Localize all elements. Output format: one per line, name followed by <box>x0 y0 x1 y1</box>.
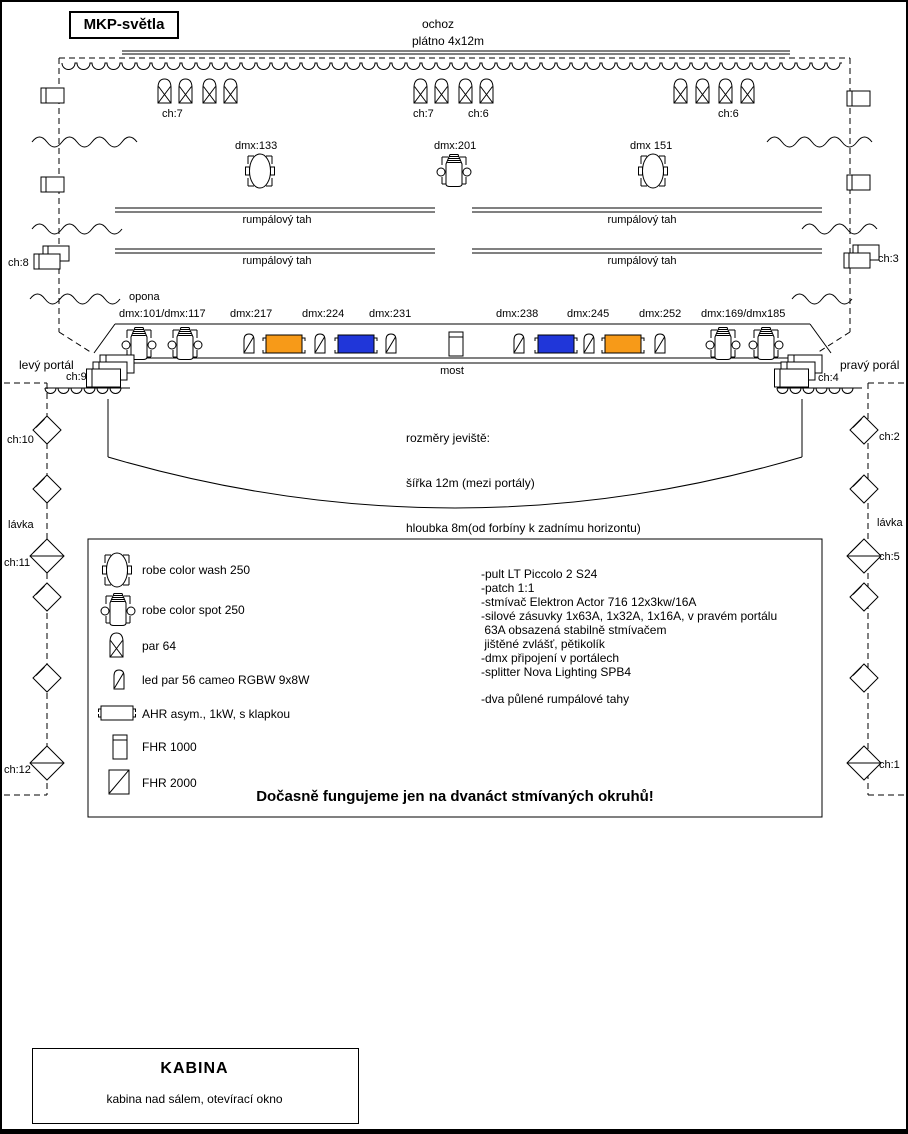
ahr-side-icon <box>41 88 64 103</box>
dmx-label-169-185: dmx:169/dmx185 <box>701 308 786 320</box>
ledpar-icon <box>514 334 524 353</box>
legend-item-fhr2000: FHR 2000 <box>142 776 197 790</box>
warning-text: Dočasně fungujeme jen na dvanáct stmívaných okruhů! <box>256 788 654 805</box>
leg-curtain-wave <box>32 224 122 234</box>
channel-label-ch11: ch:11 <box>4 557 31 569</box>
right-portal-label: pravý porál <box>840 358 900 372</box>
dmx-label-217: dmx:217 <box>230 308 273 320</box>
dims-line-3: hloubka 8m(od forbíny k zadnímu horizontu) <box>406 521 641 535</box>
legend-item-ledpar: led par 56 cameo RGBW 9x8W <box>142 673 310 687</box>
ahr-orange-icon <box>602 335 644 353</box>
par64-group-ch6-right <box>674 79 754 103</box>
ledpar-icon <box>655 334 665 353</box>
legend-item-wash: robe color wash 250 <box>142 563 251 577</box>
robe-spot-icon-dmx169 <box>706 328 740 360</box>
legend-ahr-icon <box>99 706 136 720</box>
robe-wash-icon-dmx151 <box>639 154 668 188</box>
ahr-orange-icon <box>263 335 305 353</box>
channel-label-ch2: ch:2 <box>879 431 900 443</box>
kabina-subtitle: kabina nad sálem, otevírací okno <box>106 1092 283 1106</box>
robe-wash-icon-dmx133 <box>246 154 275 188</box>
rumpal-label: rumpálový tah <box>242 214 312 226</box>
stage-dimensions-note <box>406 401 641 551</box>
channel-label-ch7: ch:7 <box>162 108 183 120</box>
channel-label-ch8: ch:8 <box>8 257 29 269</box>
lavka-label-left: lávka <box>8 519 34 531</box>
legend-item-fhr1000: FHR 1000 <box>142 740 197 754</box>
stage-plan-drawing <box>2 2 908 1134</box>
par64-group-center <box>414 79 493 103</box>
rumpal-label: rumpálový tah <box>607 255 677 267</box>
dims-line-1: rozměry jeviště: <box>406 431 491 445</box>
note-line: jištěné zvlášť, pětikolík <box>481 637 605 651</box>
right-portal-festoon <box>777 388 855 394</box>
note-line: -pult LT Piccolo 2 S24 <box>481 567 598 581</box>
note-line: -silové zásuvky 1x63A, 1x32A, 1x16A, v pravém portálu <box>481 609 778 623</box>
channel-label-ch3: ch:3 <box>878 253 899 265</box>
legend-fhr1000-icon <box>113 735 127 759</box>
ahr-stack-icon-ch3 <box>844 245 879 268</box>
dims-line-2: šířka 12m (mezi portály) <box>406 476 535 490</box>
ledpar-icon <box>584 334 594 353</box>
page-title: MKP-světla <box>69 11 179 39</box>
note-line: -patch 1:1 <box>481 581 535 595</box>
screen-line <box>122 51 790 54</box>
leg-curtain-wave <box>802 224 877 234</box>
legend-item-ahr: AHR asym., 1kW, s klapkou <box>142 707 291 721</box>
note-line: -splitter Nova Lighting SPB4 <box>481 665 632 679</box>
note-line: -dmx připojení v portálech <box>481 651 620 665</box>
right-gallery-fixtures <box>847 416 881 780</box>
legend-spot-icon <box>101 594 135 626</box>
leg-curtain-wave <box>32 137 137 147</box>
dmx-label-245: dmx:245 <box>567 308 610 320</box>
robe-spot-icon-dmx185 <box>749 328 783 360</box>
dmx-label-252: dmx:252 <box>639 308 682 320</box>
ahr-side-icon <box>41 177 64 192</box>
channel-label-ch1: ch:1 <box>879 759 900 771</box>
opona-wave <box>792 294 852 304</box>
ahr-blue-icon <box>535 335 577 353</box>
ahr-stack-icon-ch9 <box>87 355 135 387</box>
channel-label-ch9: ch:9 <box>66 371 87 383</box>
legend-item-spot: robe color spot 250 <box>142 603 245 617</box>
legend-wash-icon <box>103 553 132 587</box>
dmx-label-133: dmx:133 <box>235 140 278 152</box>
ahr-side-icon <box>847 91 870 106</box>
channel-label-ch10: ch:10 <box>7 434 34 446</box>
opona-label: opona <box>129 291 160 303</box>
channel-label-ch6: ch:6 <box>468 108 489 120</box>
ledpar-icon <box>315 334 325 353</box>
dmx-label-151: dmx 151 <box>630 140 673 152</box>
channel-label-ch5: ch:5 <box>879 551 900 563</box>
robe-spot-icon-dmx201 <box>437 155 471 187</box>
lavka-label-right: lávka <box>877 517 903 529</box>
fhr1000-icon <box>449 332 463 356</box>
ledpar-icon <box>386 334 396 353</box>
legend-item-par64: par 64 <box>142 639 177 653</box>
ahr-side-icon <box>847 175 870 190</box>
par64-group-ch7-left <box>158 79 237 103</box>
dmx-label-231: dmx:231 <box>369 308 412 320</box>
legend-par64-icon <box>110 633 123 657</box>
ochoz-label: ochoz <box>422 17 455 31</box>
ledpar-icon <box>244 334 254 353</box>
dmx-label-201: dmx:201 <box>434 140 477 152</box>
rumpal-label: rumpálový tah <box>242 255 312 267</box>
note-line: 63A obsazená stabilně stmívačem <box>481 623 667 637</box>
channel-label-ch12: ch:12 <box>4 764 31 776</box>
note-line: -stmívač Elektron Actor 716 12x3kw/16A <box>481 595 697 609</box>
dmx-label-238: dmx:238 <box>496 308 539 320</box>
legend-ledpar-icon <box>114 670 124 689</box>
leg-curtain-wave <box>767 137 872 147</box>
back-curtain-festoon <box>62 63 842 70</box>
channel-label-ch6: ch:6 <box>718 108 739 120</box>
ahr-blue-icon <box>335 335 377 353</box>
ahr-stack-icon-ch4 <box>775 355 823 387</box>
most-label: most <box>440 365 464 377</box>
rumpal-label: rumpálový tah <box>607 214 677 226</box>
note-line-extra: -dva půlené rumpálové tahy <box>481 692 630 706</box>
kabina-title: KABINA <box>160 1060 229 1077</box>
left-portal-festoon <box>45 388 123 394</box>
platno-label: plátno 4x12m <box>412 34 485 48</box>
ahr-stack-icon-ch8 <box>34 246 69 269</box>
opona-wave <box>30 294 120 304</box>
channel-label-ch4: ch:4 <box>818 372 839 384</box>
robe-spot-icon-dmx117 <box>168 328 202 360</box>
legend-icons <box>99 553 136 794</box>
dmx-label-101-117: dmx:101/dmx:117 <box>119 308 206 320</box>
dmx-label-224: dmx:224 <box>302 308 345 320</box>
channel-label-ch7: ch:7 <box>413 108 434 120</box>
left-portal-label: levý portál <box>19 358 74 372</box>
